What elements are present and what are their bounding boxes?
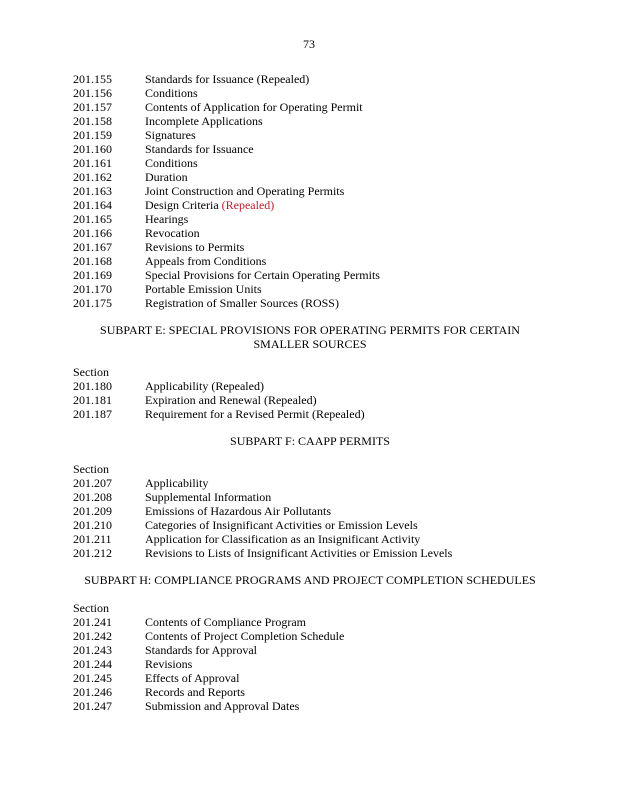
list-item: [73, 657, 553, 671]
list-item: [73, 86, 553, 100]
list-item: [73, 100, 553, 114]
section-number: 201.247: [73, 699, 112, 713]
section-title: Signatures: [145, 128, 196, 142]
list-item: [73, 699, 553, 713]
subpart-e-heading-line1: SUBPART E: SPECIAL PROVISIONS FOR OPERATING PERMITS FOR CERTAIN: [100, 323, 520, 337]
section-number: 201.242: [73, 629, 112, 643]
list-item: [73, 629, 553, 643]
section-number: 201.164: [73, 198, 112, 212]
subpart-e-section-list: [73, 365, 553, 421]
section-number: 201.246: [73, 685, 112, 699]
list-item: [73, 296, 553, 310]
subpart-f-section-list: [73, 462, 553, 560]
list-item: [73, 393, 553, 407]
list-item: [73, 476, 553, 490]
list-item: [73, 198, 553, 212]
list-item: [73, 156, 553, 170]
section-number: 201.157: [73, 100, 112, 114]
section-number: 201.181: [73, 393, 112, 407]
section-number: 201.161: [73, 156, 112, 170]
list-item: [73, 128, 553, 142]
section-title: Requirement for a Revised Permit (Repealed): [145, 407, 365, 421]
section-number: 201.155: [73, 72, 112, 86]
section-title: Contents of Application for Operating Permit: [145, 100, 363, 114]
section-title: Joint Construction and Operating Permits: [145, 184, 345, 198]
section-title: Revisions to Lists of Insignificant Activities or Emission Levels: [145, 546, 453, 560]
section-title: Records and Reports: [145, 685, 245, 699]
section-number: 201.162: [73, 170, 112, 184]
section-title: Effects of Approval: [145, 671, 240, 685]
section-number: 201.241: [73, 615, 112, 629]
section-title: Appeals from Conditions: [145, 254, 267, 268]
section-number: 201.208: [73, 490, 112, 504]
section-title: Portable Emission Units: [145, 282, 262, 296]
section-title: Incomplete Applications: [145, 114, 263, 128]
section-title: Supplemental Information: [145, 490, 272, 504]
section-number: 201.158: [73, 114, 112, 128]
list-item: [73, 170, 553, 184]
section-title: Standards for Issuance (Repealed): [145, 72, 310, 86]
section-title: Conditions: [145, 156, 198, 170]
list-item: [73, 282, 553, 296]
section-title: Contents of Compliance Program: [145, 615, 306, 629]
section-title: Applicability (Repealed): [145, 379, 264, 393]
list-item: [73, 615, 553, 629]
section-title: Design Criteria: [145, 198, 219, 212]
list-item: [73, 114, 553, 128]
section-title: Duration: [145, 170, 188, 184]
list-item: [73, 504, 553, 518]
section-number: 201.210: [73, 518, 112, 532]
list-item: [73, 407, 553, 421]
section-number: 201.167: [73, 240, 112, 254]
list-item: [73, 254, 553, 268]
section-title: Conditions: [145, 86, 198, 100]
section-title: Applicability: [145, 476, 209, 490]
section-title-group: [145, 198, 553, 212]
section-title: Revisions to Permits: [145, 240, 245, 254]
list-item: [73, 184, 553, 198]
list-item: [73, 490, 553, 504]
section-number: 201.168: [73, 254, 112, 268]
list-item: [73, 671, 553, 685]
section-title: Standards for Issuance: [145, 142, 254, 156]
section-number: 201.209: [73, 504, 112, 518]
section-number: 201.170: [73, 282, 112, 296]
subpart-e-heading-line2: SMALLER SOURCES: [253, 337, 367, 351]
section-number: 201.207: [73, 476, 112, 490]
section-number: 201.159: [73, 128, 112, 142]
section-number: 201.156: [73, 86, 112, 100]
section-title: Emissions of Hazardous Air Pollutants: [145, 504, 331, 518]
section-title: Revocation: [145, 226, 200, 240]
section-number: 201.243: [73, 643, 112, 657]
section-list-block1: [73, 72, 553, 310]
section-number: 201.212: [73, 546, 112, 560]
subpart-e-heading: [60, 323, 560, 351]
list-item: [73, 226, 553, 240]
section-title: Special Provisions for Certain Operating Permits: [145, 268, 380, 282]
page-number: 73: [303, 37, 315, 51]
section-number: 201.180: [73, 379, 112, 393]
section-number: 201.175: [73, 296, 112, 310]
list-item: [73, 142, 553, 156]
subpart-f-heading: SUBPART F: CAAPP PERMITS: [230, 434, 390, 448]
section-title: Registration of Smaller Sources (ROSS): [145, 296, 339, 310]
section-number: 201.187: [73, 407, 112, 421]
section-number: 201.169: [73, 268, 112, 282]
section-label: Section: [73, 601, 109, 615]
list-item: [73, 212, 553, 226]
subpart-h-heading: SUBPART H: COMPLIANCE PROGRAMS AND PROJECT COMPLETION SCHEDULES: [84, 573, 536, 587]
section-label: Section: [73, 365, 109, 379]
subpart-h-section-list: [73, 601, 553, 713]
list-item: [73, 643, 553, 657]
section-title: Expiration and Renewal (Repealed): [145, 393, 317, 407]
section-title: Application for Classification as an Insignificant Activity: [145, 532, 421, 546]
section-number: 201.160: [73, 142, 112, 156]
list-item: [73, 685, 553, 699]
section-number: 201.165: [73, 212, 112, 226]
section-number: 201.163: [73, 184, 112, 198]
section-title: Revisions: [145, 657, 193, 671]
section-title: Hearings: [145, 212, 189, 226]
section-title: Categories of Insignificant Activities or Emission Levels: [145, 518, 418, 532]
list-item: [73, 240, 553, 254]
list-item: [73, 546, 553, 560]
list-item: [73, 268, 553, 282]
section-number: 201.244: [73, 657, 112, 671]
section-title: Contents of Project Completion Schedule: [145, 629, 345, 643]
section-number: 201.211: [73, 532, 112, 546]
section-label: Section: [73, 462, 109, 476]
section-number: 201.245: [73, 671, 112, 685]
section-title: Standards for Approval: [145, 643, 257, 657]
section-number: 201.166: [73, 226, 112, 240]
list-item: [73, 379, 553, 393]
repealed-note: (Repealed): [221, 198, 275, 212]
list-item: [73, 532, 553, 546]
list-item: [73, 72, 553, 86]
list-item: [73, 518, 553, 532]
section-title: Submission and Approval Dates: [145, 699, 300, 713]
